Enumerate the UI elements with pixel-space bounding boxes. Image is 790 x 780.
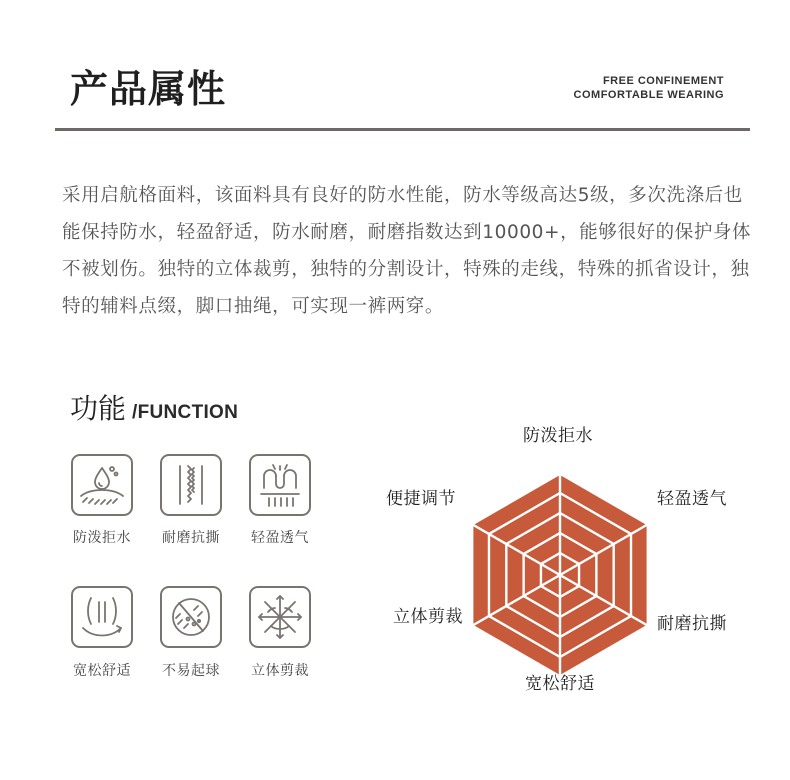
radar-label-bottom: 宽松舒适	[525, 674, 595, 694]
breathable-icon	[249, 454, 311, 516]
header-subtitle-line2: COMFORTABLE WEARING	[573, 89, 724, 101]
radar-label-top: 防泼拒水	[523, 426, 593, 446]
water-repellent-icon	[71, 454, 133, 516]
icon-label-water-repellent: 防泼拒水	[73, 530, 131, 546]
icon-label-3d-cut: 立体剪裁	[251, 663, 309, 679]
radar-chart-svg	[440, 450, 680, 700]
abrasion-resistant-icon	[160, 454, 222, 516]
page-title: 产品属性	[70, 67, 227, 111]
function-title-en: /FUNCTION	[132, 402, 239, 423]
icon-label-breathable: 轻盈透气	[251, 530, 309, 546]
loose-fit-icon	[71, 586, 133, 648]
3d-cut-icon	[249, 586, 311, 648]
product-description: 采用启航格面料，该面料具有良好的防水性能，防水等级高达5级，多次洗涤后也能保持防水，轻盈舒适，防水耐磨，耐磨指数达到10000+，能够很好的保护身体不被划伤。独特的立体裁剪，独特的分割设计，特殊的走线，特殊的抓省设计，独特的辅料点缀，脚口抽绳，可实现一裤两穿。	[62, 185, 752, 317]
icon-label-loose-fit: 宽松舒适	[73, 663, 131, 679]
header-subtitle-line1: FREE CONFINEMENT	[602, 75, 724, 87]
function-title-cn: 功能	[70, 392, 127, 425]
function-title	[70, 387, 238, 427]
header-divider	[55, 128, 750, 131]
icon-label-anti-pilling: 不易起球	[162, 663, 220, 679]
radar-label-bottom-right: 耐磨抗撕	[657, 614, 727, 634]
anti-pilling-icon	[160, 586, 222, 648]
header-subtitle	[574, 74, 724, 102]
radar-label-top-left: 便捷调节	[386, 489, 456, 509]
icon-label-abrasion-resistant: 耐磨抗撕	[162, 530, 220, 546]
radar-label-top-right: 轻盈透气	[657, 489, 727, 509]
radar-chart	[440, 450, 680, 700]
radar-label-bottom-left: 立体剪裁	[393, 607, 463, 627]
